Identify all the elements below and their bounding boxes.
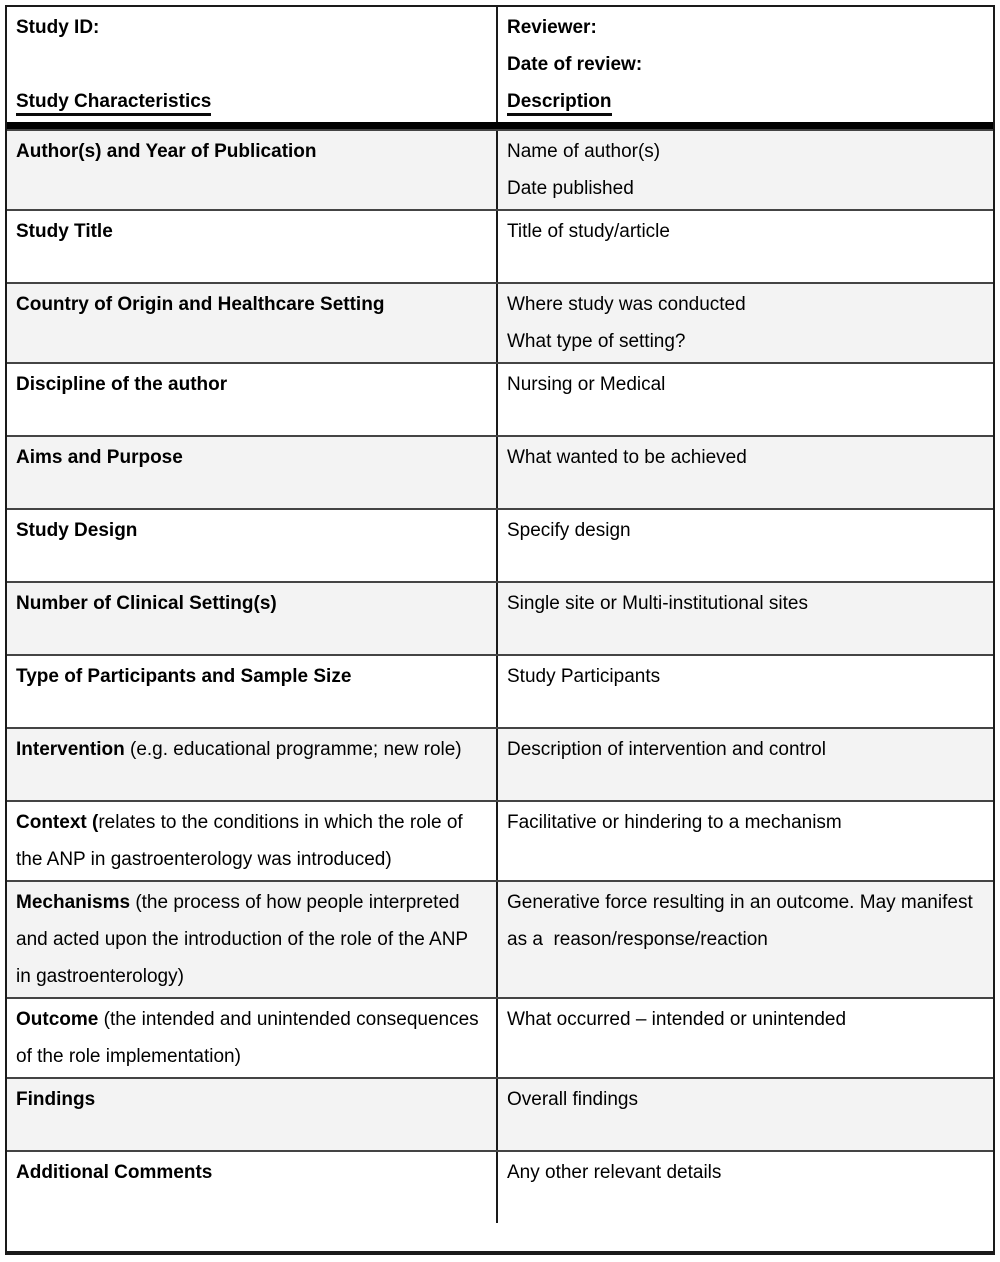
study-id-label: Study ID: [16, 17, 100, 38]
row-label-bold: Context ( [16, 812, 99, 833]
table-row [7, 435, 993, 508]
header-left-cell [7, 7, 496, 122]
row-label-bold: Country of Origin and Healthcare Setting [16, 294, 385, 315]
row-description-cell [496, 1152, 993, 1223]
row-label-bold: Findings [16, 1089, 96, 1110]
row-description-cell [496, 882, 993, 997]
row-label-bold: Intervention [16, 739, 125, 760]
row-label [16, 1081, 482, 1118]
row-label-cell [7, 999, 496, 1077]
study-characteristics-text: Study Characteristics [16, 90, 211, 116]
row-label-bold: Type of Participants and Sample Size [16, 666, 352, 687]
row-label-rest: (the intended and unintended consequences of the role implementation) [16, 1009, 484, 1067]
data-extraction-table [5, 5, 995, 1255]
row-description-cell [496, 364, 993, 435]
table-header-row [7, 7, 993, 129]
row-label [16, 1154, 482, 1191]
row-label-rest: (e.g. educational programme; new role) [124, 739, 462, 760]
row-label-bold: Study Design [16, 520, 138, 541]
row-description-line: Nursing or Medical [507, 374, 666, 395]
row-description-line: What occurred – intended or unintended [507, 1009, 847, 1030]
row-description-cell [496, 211, 993, 282]
row-label [16, 439, 482, 476]
row-label-cell [7, 729, 496, 800]
row-label [16, 884, 482, 995]
row-description-line: Where study was conducted [507, 294, 746, 315]
row-description-cell [496, 131, 993, 209]
table-row [7, 1150, 993, 1223]
row-label [16, 366, 482, 403]
row-label [16, 133, 482, 170]
row-description-cell [496, 437, 993, 508]
row-label-bold: Aims and Purpose [16, 447, 183, 468]
row-description-cell [496, 802, 993, 880]
header-spacer-line [16, 46, 482, 83]
row-label-cell [7, 802, 496, 880]
row-description-line: Title of study/article [507, 221, 670, 242]
row-description-line: Overall findings [507, 1089, 638, 1110]
row-label-cell [7, 211, 496, 282]
study-characteristics-heading [16, 83, 482, 120]
table-row [7, 997, 993, 1077]
row-description-line: What wanted to be achieved [507, 447, 747, 468]
row-label-bold: Additional Comments [16, 1162, 213, 1183]
table-row [7, 727, 993, 800]
row-description-line: Single site or Multi-institutional sites [507, 593, 808, 614]
row-label [16, 512, 482, 549]
row-label-rest: (the process of how people interpreted and acted upon the introduction of the role of the ANP in gastroenterology) [16, 892, 474, 987]
row-label-cell [7, 284, 496, 362]
table-row [7, 362, 993, 435]
row-description-cell [496, 656, 993, 727]
row-description-cell [496, 284, 993, 362]
row-label [16, 731, 482, 768]
table-row [7, 581, 993, 654]
row-label-bold: Author(s) and Year of Publication [16, 141, 317, 162]
row-description-cell [496, 729, 993, 800]
row-description-line: Description of intervention and control [507, 739, 826, 760]
row-label [16, 585, 482, 622]
row-description-line: Facilitative or hindering to a mechanism [507, 812, 842, 833]
row-label [16, 286, 482, 323]
row-label-bold: Study Title [16, 221, 113, 242]
table-row [7, 654, 993, 727]
date-of-review-label: Date of review: [507, 54, 643, 75]
row-description-line: Any other relevant details [507, 1162, 722, 1183]
row-label-cell [7, 1079, 496, 1150]
row-description-line: Generative force resulting in an outcome. May manifest as a reason/response/reaction [507, 892, 979, 950]
header-right-cell [496, 7, 993, 122]
table-row [7, 800, 993, 880]
row-label [16, 658, 482, 695]
row-description-cell [496, 583, 993, 654]
row-label-bold: Outcome [16, 1009, 99, 1030]
table-row [7, 209, 993, 282]
row-label-cell [7, 437, 496, 508]
table-row [7, 508, 993, 581]
row-description-line: What type of setting? [507, 331, 686, 352]
row-label [16, 804, 482, 878]
table-row [7, 1077, 993, 1150]
row-label-cell [7, 364, 496, 435]
table-row [7, 880, 993, 997]
row-description-cell [496, 510, 993, 581]
row-label-bold: Number of Clinical Setting(s) [16, 593, 277, 614]
row-description-line: Name of author(s) [507, 141, 661, 162]
row-description-line: Specify design [507, 520, 631, 541]
row-label-cell [7, 510, 496, 581]
row-label-rest: relates to the conditions in which the role of the ANP in gastroenterology was introduced) [16, 812, 468, 870]
row-label-cell [7, 583, 496, 654]
table-row [7, 282, 993, 362]
row-description-cell [496, 999, 993, 1077]
row-label-cell [7, 882, 496, 997]
table-rows [7, 129, 993, 1223]
row-label [16, 213, 482, 250]
table-row [7, 129, 993, 209]
description-heading [507, 83, 979, 120]
row-label [16, 1001, 482, 1075]
description-text: Description [507, 90, 612, 116]
row-description-line: Study Participants [507, 666, 661, 687]
row-description-line: Date published [507, 178, 634, 199]
row-label-bold: Mechanisms [16, 892, 131, 913]
row-label-cell [7, 131, 496, 209]
row-label-cell [7, 656, 496, 727]
reviewer-label: Reviewer: [507, 17, 597, 38]
row-description-cell [496, 1079, 993, 1150]
row-label-cell [7, 1152, 496, 1223]
row-label-bold: Discipline of the author [16, 374, 228, 395]
